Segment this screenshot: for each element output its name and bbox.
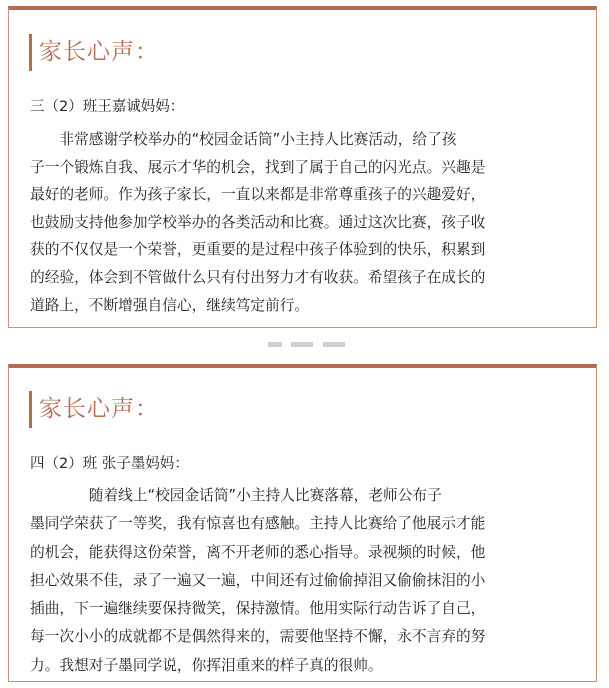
text-line: 墨同学荣获了一等奖，我有惊喜也有感触。主持人比赛给了他展示才能	[30, 515, 486, 533]
text-line: 每一次小小的成就都不是偶然得来的，需要他坚持不懈，永不言弃的努	[30, 628, 486, 646]
comment-body	[30, 482, 580, 680]
text-line: 插曲，下一遍继续要保持微笑，保持激情。他用实际行动告诉了自己，	[30, 600, 486, 618]
text-line: 获的不仅仅是一个荣誉，更重要的是过程中孩子体验到的快乐，积累到	[30, 241, 486, 259]
text-line: 力。我想对子墨同学说，你挥泪重来的样子真的很帅。	[30, 656, 383, 674]
section-heading: 家长心声：	[29, 391, 159, 428]
section-divider	[0, 342, 609, 348]
parent-comment-card-1	[8, 6, 597, 328]
text-line: 最好的老师。作为孩子家长，一直以来都是非常尊重孩子的兴趣爱好，	[30, 186, 486, 204]
divider-dash	[323, 342, 345, 347]
text-line: 的经验，体会到不管做什么只有付出努力才有收获。希望孩子在成长的	[30, 268, 486, 286]
text-line: 非常感谢学校举办的“校园金话筒”小主持人比赛活动，给了孩	[30, 131, 457, 148]
author-name: 三（2）班王嘉诚妈妈：	[30, 99, 185, 115]
comment-body	[30, 126, 580, 319]
divider-dash	[268, 342, 282, 347]
text-line: 随着线上“校园金话筒”小主持人比赛落幕，老师公布子	[30, 487, 442, 504]
divider-dash	[291, 342, 313, 347]
text-line: 担心效果不佳，录了一遍又一遍，中间还有过偷偷掉泪又偷偷抹泪的小	[30, 571, 486, 589]
text-line: 道路上，不断增强自信心，继续笃定前行。	[30, 296, 310, 314]
text-line: 也鼓励支持他参加学校举办的各类活动和比赛。通过这次比赛，孩子收	[30, 213, 486, 231]
text-line: 子一个锻炼自我、展示才华的机会，找到了属于自己的闪光点。兴趣是	[30, 158, 486, 176]
parent-comment-card-2	[8, 364, 597, 682]
text-line: 的机会，能获得这份荣誉，离不开老师的悉心指导。录视频的时候，他	[30, 543, 486, 561]
section-heading: 家长心声：	[29, 34, 159, 71]
author-name: 四（2）班 张子墨妈妈：	[30, 456, 189, 472]
